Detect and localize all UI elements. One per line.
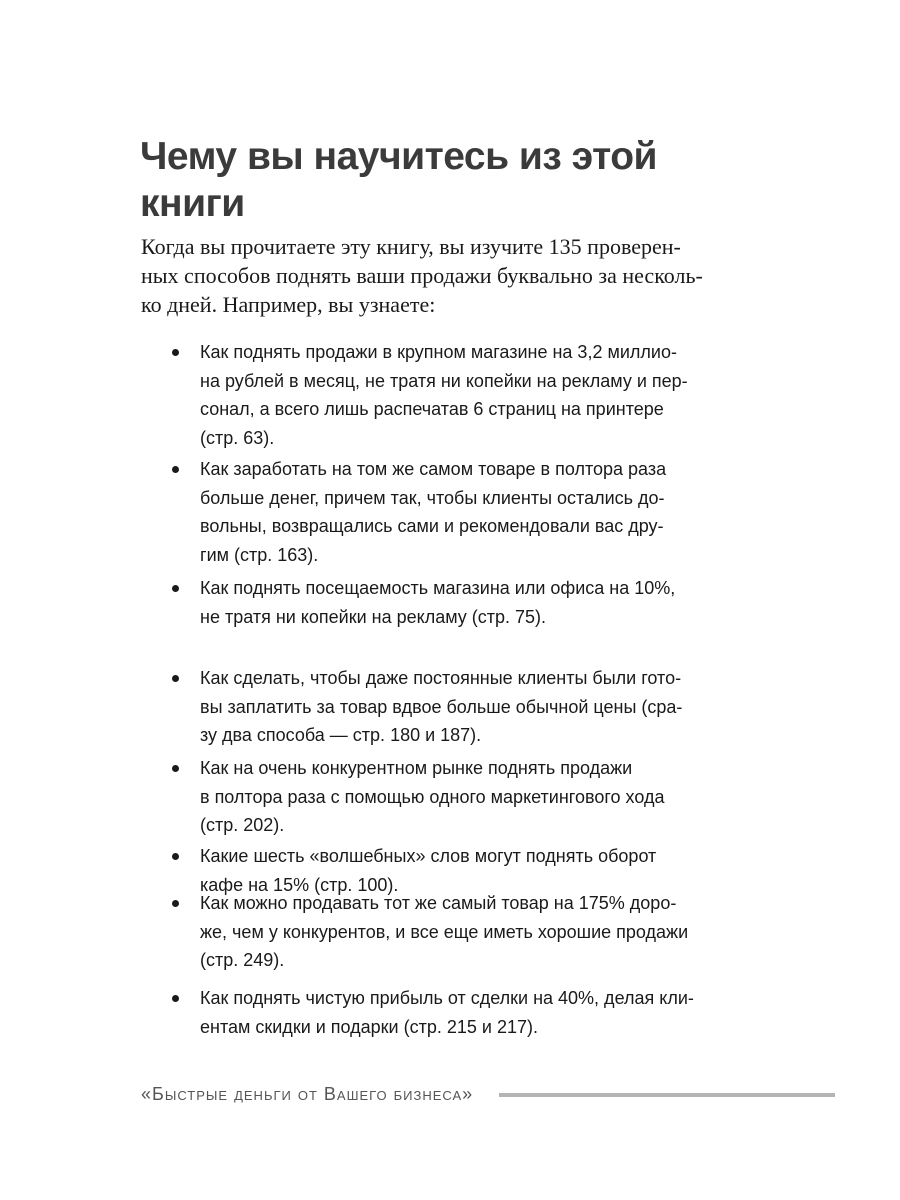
list-item-line: Как поднять продажи в крупном магазине на 3,2 миллио-: [200, 342, 677, 362]
bullet-icon: [172, 853, 179, 860]
chapter-title-line: Чему вы научитесь из этой: [140, 135, 657, 178]
page-footer: [141, 1081, 841, 1107]
list-item-line: (стр. 249).: [200, 950, 285, 970]
list-item-line: Как на очень конкурентном рынке поднять продажи: [200, 758, 633, 778]
list-item-line: зу два способа — стр. 180 и 187).: [200, 725, 482, 745]
intro-line: ных способов поднять ваши продажи буквально за несколь-: [141, 263, 703, 288]
bullet-icon: [172, 466, 179, 473]
list-item-line: Какие шесть «волшебных» слов могут поднять оборот: [200, 846, 657, 866]
list-item-line: кафе на 15% (стр. 100).: [200, 874, 399, 895]
list-item-text: [200, 574, 700, 631]
bullet-icon: [172, 765, 179, 772]
bullet-icon: [172, 675, 179, 682]
chapter-title-line: книги: [140, 182, 245, 225]
list-item-line: Как поднять чистую прибыль от сделки на 40%, делая кли-: [200, 988, 694, 1008]
list-item-line: в полтора раза с помощью одного маркетингового хода: [200, 786, 665, 807]
bullet-icon: [172, 585, 179, 592]
list-item-line: (стр. 63).: [200, 427, 275, 448]
list-item-text: [200, 754, 700, 840]
bullet-icon: [172, 900, 179, 907]
list-item-line: Как можно продавать тот же самый товар на 175% доро-: [200, 893, 677, 913]
list-item-text: [200, 455, 700, 569]
intro-line: ко дней. Например, вы узнаете:: [141, 292, 436, 317]
list-item-line: ентам скидки и подарки (стр. 215 и 217).: [200, 1016, 538, 1037]
list-item-line: (стр. 202).: [200, 815, 285, 835]
list-item-line: гим (стр. 163).: [200, 544, 319, 565]
bullet-icon: [172, 995, 179, 1002]
list-item-text: [200, 984, 700, 1041]
list-item-line: не тратя ни копейки на рекламу (стр. 75).: [200, 606, 547, 627]
list-item-text: [200, 338, 700, 452]
list-item-line: на рублей в месяц, не тратя ни копейки на рекламу и пер-: [200, 370, 688, 391]
running-title: «Быстрые деньги от Вашего бизнеса»: [141, 1084, 474, 1104]
bullet-icon: [172, 349, 179, 356]
list-item-line: сонал, а всего лишь распечатав 6 страниц на принтере: [200, 399, 664, 419]
list-item-text: [200, 664, 700, 750]
list-item-line: вольны, возвращались сами и рекомендовали вас дру-: [200, 516, 664, 536]
list-item-line: Как сделать, чтобы даже постоянные клиенты были гото-: [200, 668, 682, 688]
list-item-text: [200, 889, 700, 975]
list-item-line: Как заработать на том же самом товаре в полтора раза: [200, 459, 667, 479]
list-item-line: Как поднять посещаемость магазина или офиса на 10%,: [200, 578, 676, 598]
footer-rule: [499, 1093, 835, 1097]
list-item-line: больше денег, причем так, чтобы клиенты остались до-: [200, 487, 665, 508]
list-item-line: вы заплатить за товар вдвое больше обычной цены (сра-: [200, 696, 683, 717]
list-item-line: же, чем у конкурентов, и все еще иметь хорошие продажи: [200, 921, 689, 942]
intro-line: Когда вы прочитаете эту книгу, вы изучите 135 проверен-: [141, 234, 681, 259]
